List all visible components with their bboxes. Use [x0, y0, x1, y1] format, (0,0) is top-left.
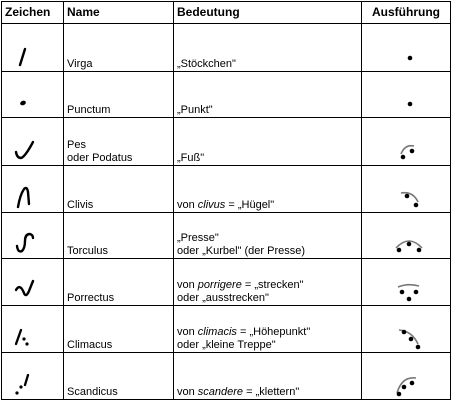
latin-term: porrigere	[197, 279, 242, 291]
cell-zeichen	[2, 213, 64, 259]
three-dots-ascending-icon	[390, 369, 426, 399]
table-row	[2, 353, 451, 400]
neume-name: Clivis	[67, 199, 94, 211]
meaning-text: oder „kleine Treppe"	[177, 339, 276, 351]
header-name: Name	[64, 2, 174, 24]
header-bedeutung: Bedeutung	[174, 2, 362, 24]
two-dots-rising-arc-icon	[390, 135, 426, 165]
meaning-line	[177, 199, 361, 212]
neume-table	[1, 1, 451, 400]
cell-bedeutung	[174, 118, 362, 166]
neume-name: Climacus	[67, 339, 113, 351]
meaning-line	[177, 292, 361, 305]
neume-name: oder Podatus	[67, 152, 133, 164]
cell-name	[64, 72, 174, 118]
three-dots-descending-icon	[390, 322, 426, 352]
neume-name: Torculus	[67, 245, 108, 257]
cell-bedeutung	[174, 213, 362, 259]
cell-ausfuehrung	[362, 24, 451, 72]
meaning-text: = „klettern"	[243, 386, 300, 398]
table-row	[2, 166, 451, 213]
table-row	[2, 306, 451, 353]
meaning-line	[177, 339, 361, 352]
header-zeichen: Zeichen	[2, 2, 64, 24]
neume-name: Pes	[67, 139, 86, 151]
cell-bedeutung	[174, 166, 362, 213]
meaning-text: von	[177, 199, 198, 211]
table-row	[2, 72, 451, 118]
neume-name: Porrectus	[67, 292, 115, 304]
table-row	[2, 24, 451, 72]
cell-ausfuehrung	[362, 259, 451, 306]
clivis-glyph	[11, 182, 39, 212]
cell-name	[64, 259, 174, 306]
cell-name	[64, 24, 174, 72]
cell-ausfuehrung	[362, 306, 451, 353]
table-row	[2, 259, 451, 306]
cell-bedeutung	[174, 259, 362, 306]
single-dot-icon	[390, 41, 426, 71]
meaning-text: = „Höhepunkt"	[236, 326, 311, 338]
neume-name: Virga	[67, 58, 93, 70]
meaning-text: = „strecken"	[241, 279, 304, 291]
pes-glyph	[11, 135, 39, 165]
neume-name: Scandicus	[67, 386, 118, 398]
latin-term: climacis	[197, 326, 237, 338]
meaning-line	[177, 279, 361, 292]
cell-name	[64, 166, 174, 213]
cell-ausfuehrung	[362, 166, 451, 213]
meaning-text: oder „Kurbel" (der Presse)	[177, 245, 306, 257]
punctum-glyph	[11, 87, 39, 117]
cell-zeichen	[2, 259, 64, 306]
cell-zeichen	[2, 24, 64, 72]
scandicus-glyph	[11, 369, 39, 399]
cell-ausfuehrung	[362, 353, 451, 400]
climacus-glyph	[11, 322, 39, 352]
meaning-text: „Presse"	[177, 232, 219, 244]
meaning-text: von	[177, 386, 198, 398]
neume-name: Punctum	[67, 104, 111, 116]
three-dots-valley-icon	[390, 275, 426, 305]
latin-term: scandere	[197, 386, 244, 398]
meaning-line	[177, 104, 361, 117]
meaning-line	[177, 232, 361, 245]
meaning-line	[177, 245, 361, 258]
cell-bedeutung	[174, 353, 362, 400]
porrectus-glyph	[11, 275, 39, 305]
meaning-text: „Fuß"	[177, 152, 205, 164]
cell-ausfuehrung	[362, 72, 451, 118]
cell-name	[64, 353, 174, 400]
cell-bedeutung	[174, 72, 362, 118]
table-row	[2, 118, 451, 166]
meaning-text: von	[177, 279, 198, 291]
meaning-text: von	[177, 326, 198, 338]
cell-zeichen	[2, 72, 64, 118]
table-row	[2, 213, 451, 259]
cell-name	[64, 306, 174, 353]
meaning-line	[177, 58, 361, 71]
cell-bedeutung	[174, 306, 362, 353]
cell-name	[64, 118, 174, 166]
meaning-text: = „Hügel"	[225, 199, 275, 211]
cell-zeichen	[2, 118, 64, 166]
torculus-glyph	[11, 228, 39, 258]
single-dot-icon	[390, 87, 426, 117]
cell-name	[64, 213, 174, 259]
three-dots-arch-icon	[390, 228, 426, 258]
two-dots-falling-arc-icon	[390, 182, 426, 212]
meaning-text: oder „ausstrecken"	[177, 292, 269, 304]
table-header-row	[2, 2, 451, 24]
header-ausfuehrung: Ausführung	[362, 2, 451, 24]
meaning-text: „Stöckchen"	[177, 58, 236, 70]
meaning-line	[177, 386, 361, 399]
cell-zeichen	[2, 353, 64, 400]
cell-zeichen	[2, 306, 64, 353]
latin-term: clivus	[197, 199, 226, 211]
virga-glyph	[11, 41, 39, 71]
cell-bedeutung	[174, 24, 362, 72]
cell-zeichen	[2, 166, 64, 213]
cell-ausfuehrung	[362, 118, 451, 166]
meaning-line	[177, 152, 361, 165]
meaning-line	[177, 326, 361, 339]
cell-ausfuehrung	[362, 213, 451, 259]
meaning-text: „Punkt"	[177, 104, 213, 116]
